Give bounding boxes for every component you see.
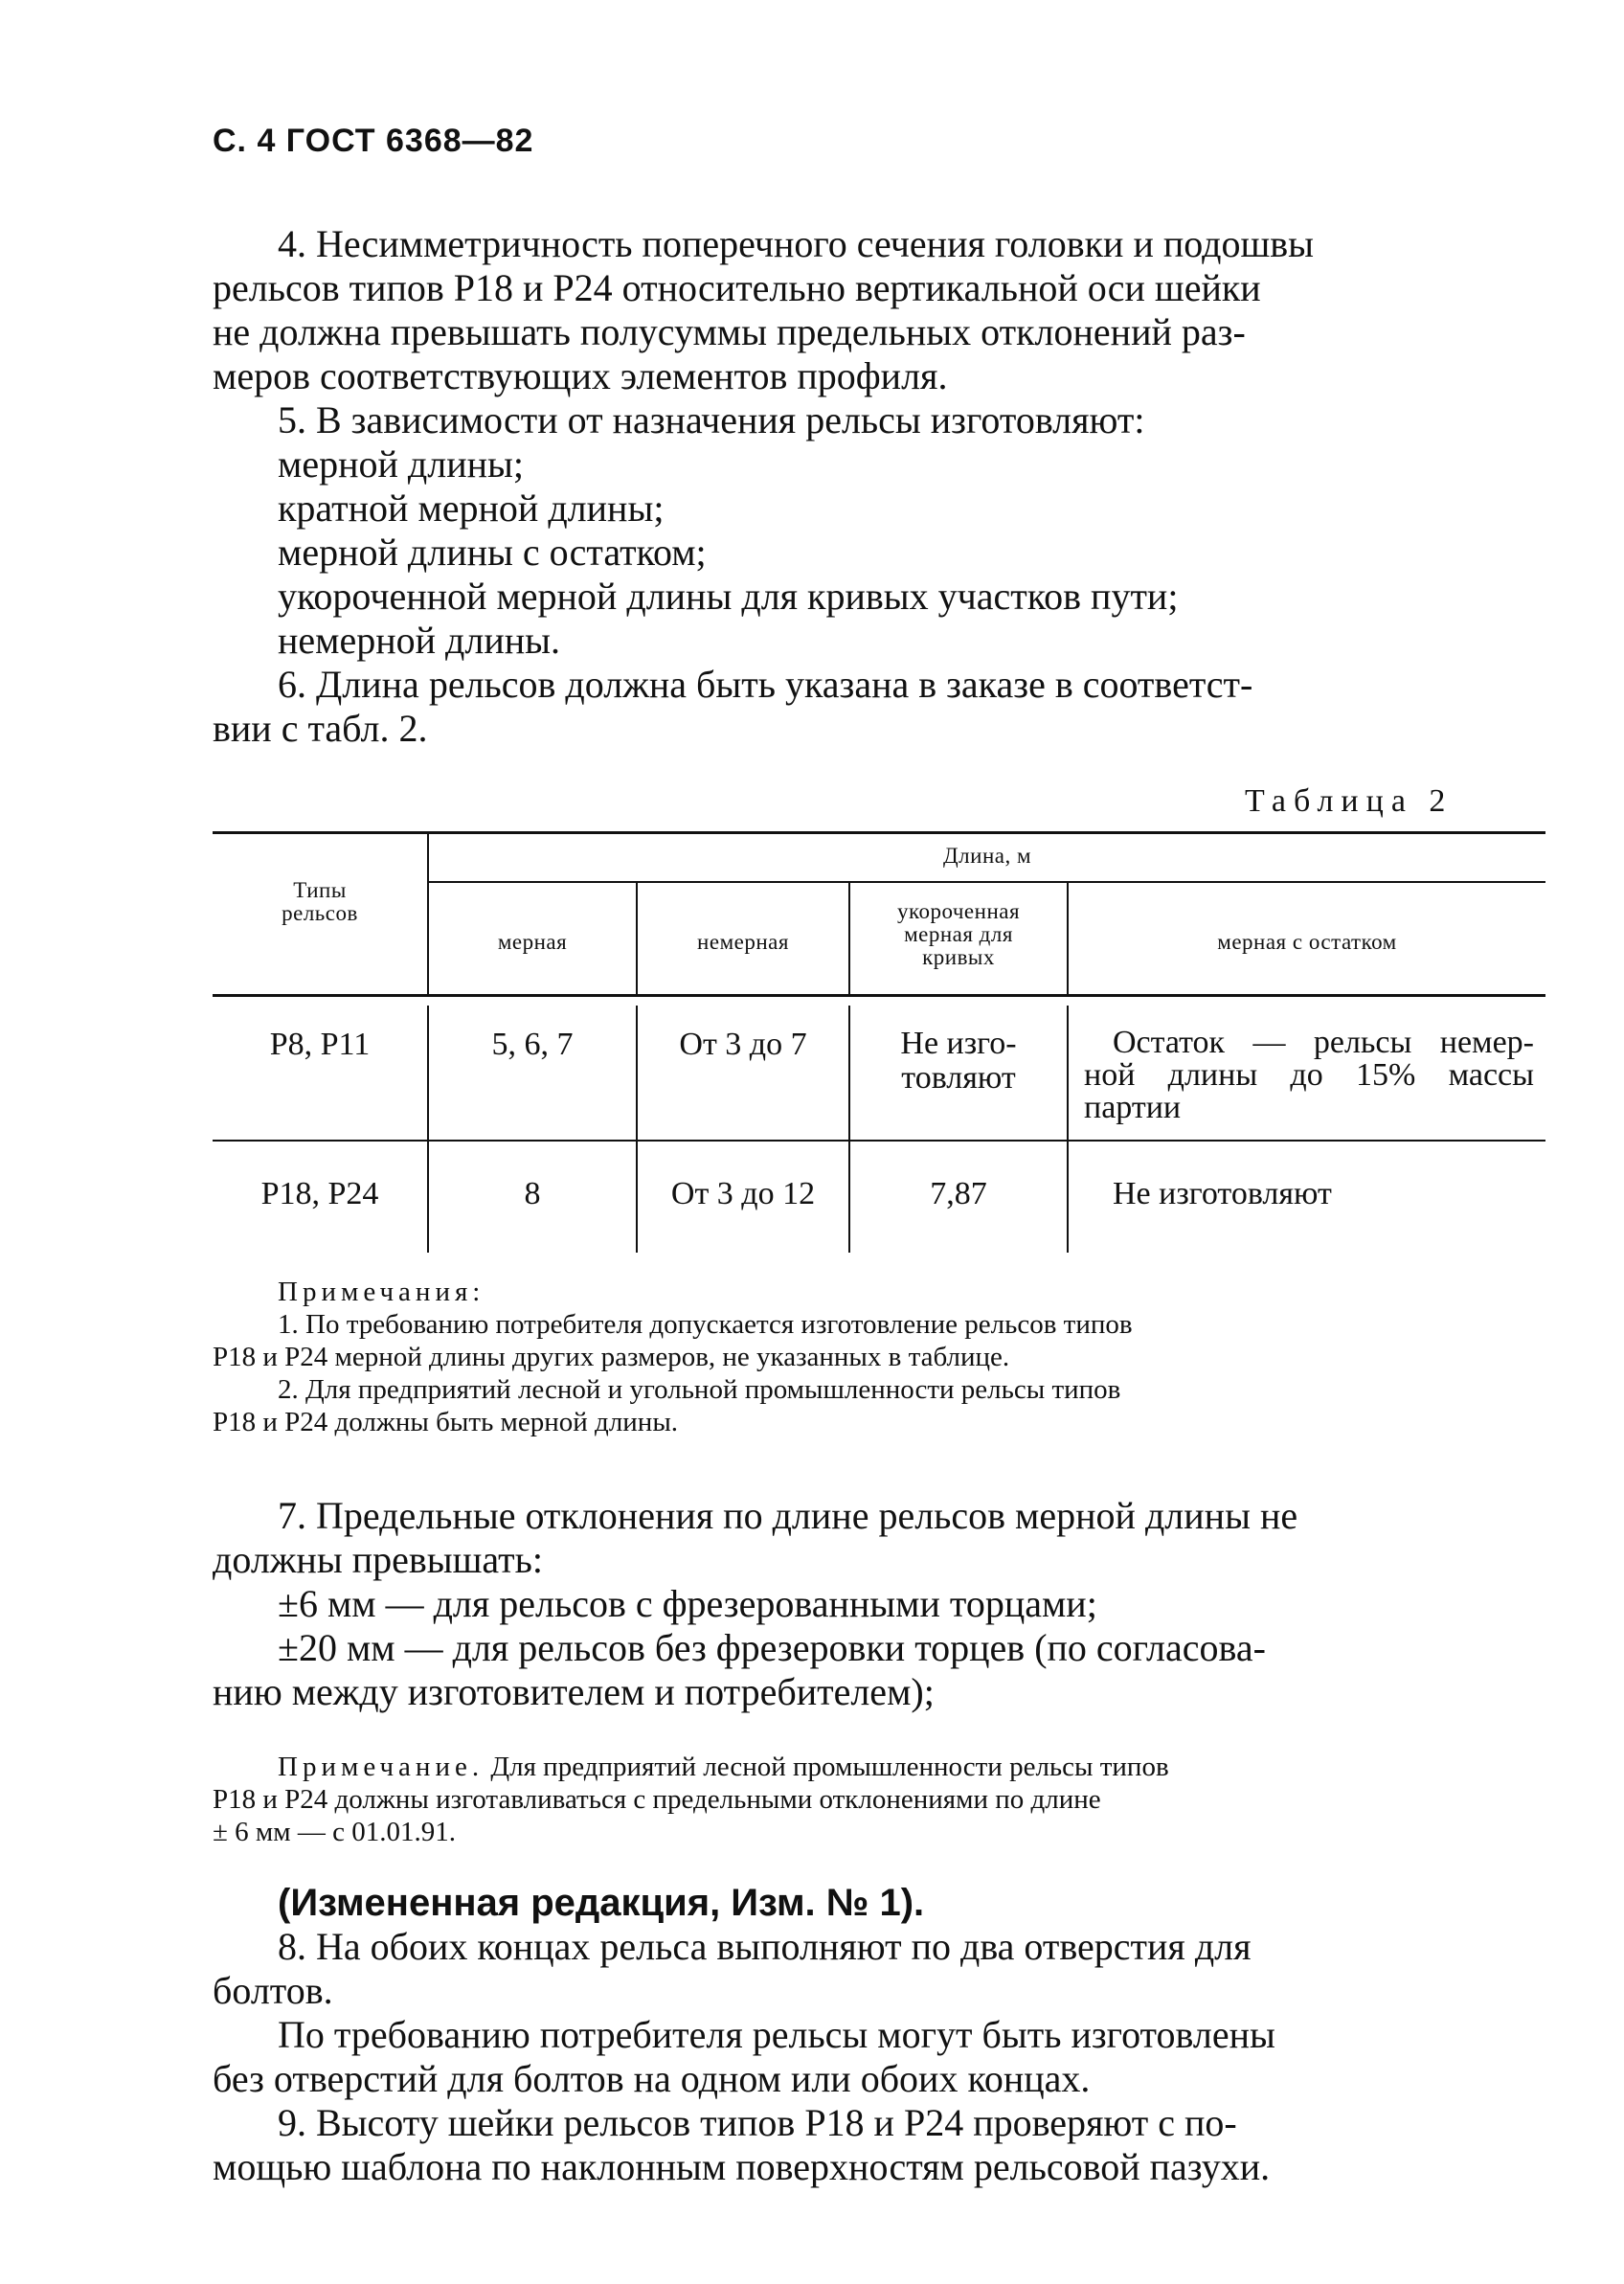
- list-item: нию между изготовителем и потребителем);: [213, 1670, 935, 1713]
- cell-line: ной длины до 15% массы: [1084, 1057, 1534, 1093]
- col-header-type: [213, 879, 427, 925]
- table-cell: Не изготовляют: [1113, 1176, 1332, 1211]
- table-cell: 7,87: [930, 1176, 987, 1211]
- col-header-mernaya: мерная: [497, 930, 568, 954]
- note-line: Р18 и Р24 должны быть мерной длины.: [213, 1407, 679, 1437]
- col-header-s-ostatkom: мерная с остатком: [1217, 930, 1397, 954]
- table-cell: [1084, 1025, 1534, 1125]
- paragraph-4: [213, 222, 1544, 751]
- note-line: 1. По требованию потребителя допускается изготовление рельсов типов: [278, 1309, 1133, 1340]
- text-line: 4. Несимметричность поперечного сечения головки и подошвы: [278, 222, 1315, 265]
- group-header-length: Длина, м: [942, 844, 1032, 868]
- text-line: должны превышать:: [213, 1538, 543, 1581]
- table-cell: От 3 до 7: [679, 1027, 807, 1062]
- header-line: рельсов: [282, 901, 358, 925]
- text-line: меров соответствующих элементов профиля.: [213, 354, 948, 397]
- text-line: 6. Длина рельсов должна быть указана в заказе в соответст-: [278, 663, 1253, 706]
- header-bottom-rule: [213, 994, 1545, 997]
- text-line: По требованию потребителя рельсы могут быть изготовлены: [278, 2013, 1275, 2056]
- list-item: ±6 мм — для рельсов с фрезерованными торцами;: [278, 1582, 1097, 1625]
- table-cell: 5, 6, 7: [491, 1027, 574, 1062]
- table-2: [213, 831, 1545, 1253]
- table-cell: От 3 до 12: [670, 1176, 816, 1211]
- list-item: укороченной мерной длины для кривых участков пути;: [278, 575, 1179, 618]
- notes-title: Примечания:: [278, 1277, 485, 1307]
- text-line: рельсов типов Р18 и Р24 относительно вертикальной оси шейки: [213, 266, 1261, 309]
- note-line: [213, 1751, 1544, 1783]
- note-block: [213, 1751, 1544, 1848]
- cell-line: Не изго-: [900, 1026, 1017, 1061]
- cell-line: Остаток — рельсы немер-: [1113, 1025, 1534, 1060]
- row-separator: [213, 1140, 1545, 1142]
- list-item: немерной длины.: [278, 619, 561, 662]
- col-divider: [1067, 1006, 1069, 1253]
- text-line: 8. На обоих концах рельса выполняют по два отверстия для: [278, 1925, 1252, 1968]
- amendment-note: (Измененная редакция, Изм. № 1).: [278, 1882, 925, 1924]
- cell-line: партии: [1084, 1090, 1182, 1125]
- text-line: 7. Предельные отклонения по длине рельсов мерной длины не: [278, 1494, 1298, 1537]
- note-text: Для предприятий лесной промышленности рельсы типов: [484, 1752, 1169, 1782]
- note-label: Примечание.: [278, 1752, 485, 1782]
- header-line: укороченная: [896, 899, 1021, 923]
- page-header: С. 4 ГОСТ 6368—82: [213, 123, 534, 159]
- header-line: мерная для: [904, 922, 1013, 946]
- list-item: кратной мерной длины;: [278, 486, 665, 530]
- table-top-rule: [213, 831, 1545, 834]
- table-cell: [850, 1027, 1067, 1096]
- header-line: Типы: [293, 878, 347, 902]
- text-line: не должна превышать полусуммы предельных отклонений раз-: [213, 310, 1246, 353]
- col-header-nemernaya: немерная: [697, 930, 789, 954]
- note-line: ± 6 мм — с 01.01.91.: [213, 1817, 456, 1847]
- header-line: кривых: [922, 945, 995, 969]
- table-cell-type: Р8, Р11: [269, 1027, 371, 1062]
- paragraph-8-9: [213, 1881, 1544, 2189]
- paragraph-5-title: 5. В зависимости от назначения рельсы изготовляют:: [278, 398, 1145, 441]
- table-caption: Таблица 2: [1245, 783, 1454, 819]
- text-line: 9. Высоту шейки рельсов типов Р18 и Р24 проверяют с по-: [278, 2101, 1237, 2144]
- paragraph-7: [213, 1494, 1544, 1714]
- list-item: мерной длины с остатком;: [278, 531, 707, 574]
- group-header-rule: [429, 881, 1545, 883]
- table-cell-type: Р18, Р24: [260, 1176, 379, 1211]
- note-line: 2. Для предприятий лесной и угольной промышленности рельсы типов: [278, 1374, 1121, 1405]
- text-line: без отверстий для болтов на одном или обоих концах.: [213, 2057, 1091, 2100]
- list-item: ±20 мм — для рельсов без фрезеровки торцев (по согласова-: [278, 1626, 1266, 1669]
- table-notes: [213, 1276, 1544, 1438]
- text-line: мощью шаблона по наклонным поверхностям рельсовой пазухи.: [213, 2145, 1271, 2188]
- list-item: мерной длины;: [278, 442, 524, 486]
- note-line: Р18 и Р24 мерной длины других размеров, не указанных в таблице.: [213, 1342, 1010, 1372]
- table-cell: 8: [524, 1176, 541, 1211]
- cell-line: товляют: [901, 1060, 1016, 1096]
- col-header-ukorochennaya: [850, 900, 1067, 969]
- note-line: Р18 и Р24 должны изготавливаться с предельными отклонениями по длине: [213, 1784, 1101, 1815]
- text-line: болтов.: [213, 1969, 333, 2012]
- text-line: вии с табл. 2.: [213, 707, 428, 750]
